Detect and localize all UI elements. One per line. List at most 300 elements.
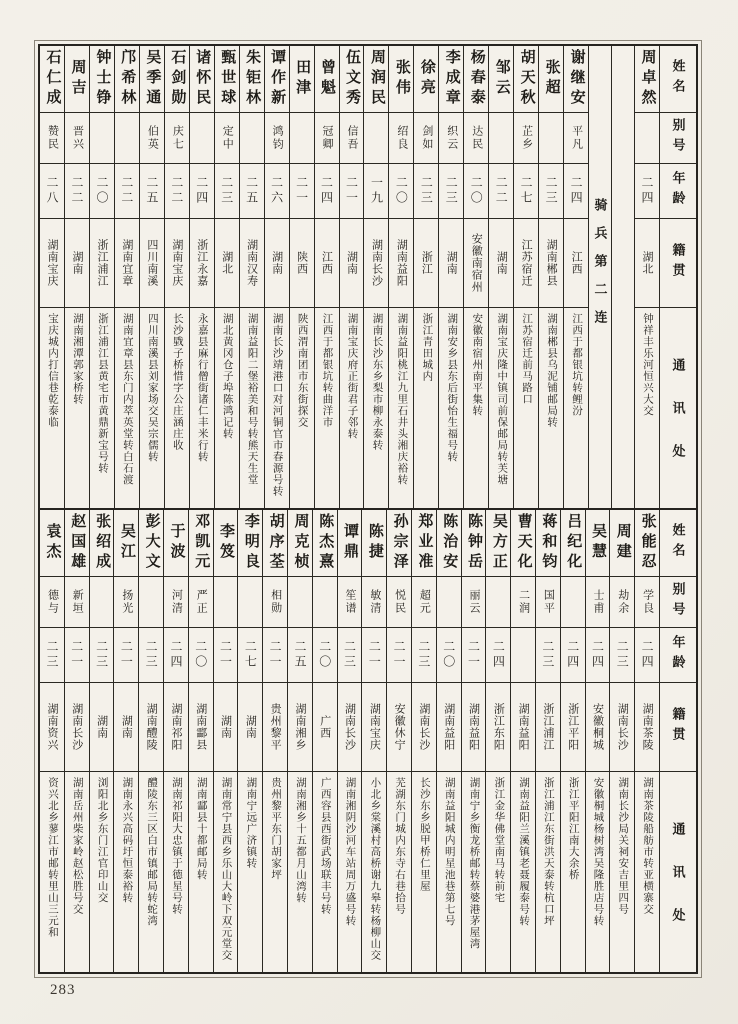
- person-native: [115, 219, 139, 308]
- person-column: [436, 510, 461, 972]
- person-age-text: 二六: [269, 176, 284, 206]
- person-native-text: 湖南: [270, 251, 283, 275]
- person-native-text: 安徽休宁: [393, 703, 406, 751]
- person-age: [564, 164, 588, 219]
- header-native: [660, 219, 696, 308]
- person-address: [412, 772, 436, 972]
- person-native: [290, 219, 314, 308]
- person-address-text: 陕西渭南团市东街探交: [296, 313, 308, 428]
- person-alias-text: 信吾: [345, 125, 358, 151]
- person-age-text: 二三: [419, 176, 434, 206]
- person-column: [64, 46, 89, 508]
- person-age-text: 一九: [369, 176, 384, 206]
- person-address-text: 湖南益阳二堡裕美和号转熊天生堂: [246, 313, 258, 486]
- person-alias-text: 学良: [641, 589, 654, 615]
- person-age: [114, 628, 138, 683]
- person-column: [114, 46, 139, 508]
- person-name: [313, 510, 337, 577]
- person-column: [40, 46, 64, 508]
- person-age: [215, 164, 239, 219]
- person-native-text: 湖南益阳: [467, 703, 480, 751]
- person-alias: [364, 113, 388, 164]
- person-native-text: 陕西: [295, 251, 308, 275]
- person-age-text: 二三: [144, 640, 159, 670]
- header-name-label: 姓名: [670, 523, 686, 563]
- person-native: [238, 683, 262, 772]
- person-name-text: 曾魁: [319, 59, 336, 99]
- person-native: [65, 683, 89, 772]
- header-native-label: 籍贯: [670, 707, 686, 747]
- person-alias-text: 织云: [445, 125, 458, 151]
- person-age-text: 二四: [565, 640, 580, 670]
- person-alias: [40, 577, 64, 628]
- person-address-text: 湖南宝庆隆中镇司前保邮局转芙塘: [496, 313, 508, 486]
- person-alias: [313, 577, 337, 628]
- person-column: [535, 510, 560, 972]
- person-age: [462, 628, 486, 683]
- person-alias-text: 伯英: [146, 125, 159, 151]
- person-age: [263, 628, 287, 683]
- person-column: [609, 510, 634, 972]
- person-native-text: 浙江平阳: [566, 703, 579, 751]
- person-age-text: 二三: [94, 640, 109, 670]
- person-address: [439, 308, 463, 508]
- person-native: [462, 683, 486, 772]
- person-name-text: 张绍成: [94, 513, 111, 573]
- person-address-text: 安徽南宿州南平集转: [471, 313, 483, 417]
- person-alias-text: 劫余: [616, 589, 629, 615]
- person-native-text: 湖南湘乡: [293, 703, 306, 751]
- person-address-text: 长沙戥子桥惜字公庄涵庄收: [171, 313, 183, 451]
- person-name: [362, 510, 386, 577]
- person-alias: [514, 113, 538, 164]
- person-native-text: 浙江东阳: [492, 703, 505, 751]
- person-address: [340, 308, 364, 508]
- person-name-text: 邓凯元: [193, 513, 210, 573]
- person-native-text: 湖南酃县: [194, 703, 207, 751]
- person-native: [263, 683, 287, 772]
- page-number: 283: [50, 982, 76, 998]
- person-name-text: 周吉: [69, 59, 86, 99]
- person-address: [635, 308, 659, 508]
- person-native: [140, 219, 164, 308]
- person-address: [165, 308, 189, 508]
- person-alias: [486, 577, 510, 628]
- person-native-text: 广西: [318, 715, 331, 739]
- person-name: [238, 510, 262, 577]
- person-name-text: 周建: [614, 523, 631, 563]
- person-alias: [265, 113, 289, 164]
- person-native-text: 湖北: [641, 251, 654, 275]
- person-address: [114, 772, 138, 972]
- header-alias-label: 别号: [670, 118, 686, 158]
- person-age-text: 二四: [569, 176, 584, 206]
- person-address: [464, 308, 488, 508]
- person-address: [387, 772, 411, 972]
- person-address: [511, 772, 535, 972]
- person-native: [635, 219, 659, 308]
- person-column: [64, 510, 89, 972]
- person-name: [140, 46, 164, 113]
- person-name-text: 李明良: [242, 513, 259, 573]
- person-address: [489, 308, 513, 508]
- person-name-text: 田津: [294, 59, 311, 99]
- person-alias: [561, 577, 585, 628]
- person-address-text: 浙江平阳江南大余桥: [567, 777, 579, 881]
- person-native: [561, 683, 585, 772]
- person-name-text: 石仁成: [44, 49, 61, 109]
- person-age-text: 二二: [70, 176, 84, 206]
- person-name: [387, 510, 411, 577]
- person-address: [288, 772, 312, 972]
- person-native: [90, 219, 114, 308]
- person-alias: [539, 113, 563, 164]
- person-address-text: 湖南岳州柴家岭赵松胜号交: [71, 777, 83, 915]
- person-age-text: 二三: [44, 640, 59, 670]
- person-alias-text: 新垣: [71, 589, 84, 615]
- person-column: [164, 46, 189, 508]
- person-age: [412, 628, 436, 683]
- person-native: [189, 683, 213, 772]
- person-age-text: 二三: [540, 640, 555, 670]
- person-age: [165, 164, 189, 219]
- person-native-text: 湖南益阳: [517, 703, 530, 751]
- person-address: [539, 308, 563, 508]
- person-age: [189, 628, 213, 683]
- person-address: [514, 308, 538, 508]
- person-alias-text: 庆七: [171, 125, 184, 151]
- person-address-text: 广西容县西街武场联丰号转: [319, 777, 331, 915]
- person-name: [564, 46, 588, 113]
- person-native-text: 湖北: [220, 251, 233, 275]
- person-column: [139, 46, 164, 508]
- person-native: [165, 219, 189, 308]
- person-native-text: 浙江: [420, 251, 433, 275]
- person-column: [510, 510, 535, 972]
- person-name-text: 李成章: [443, 49, 460, 109]
- person-age: [340, 164, 364, 219]
- person-native-text: 四川南溪: [145, 239, 158, 287]
- person-native: [514, 219, 538, 308]
- person-address-text: 湖南宁远广济镇转: [245, 777, 257, 869]
- person-address: [215, 308, 239, 508]
- person-native-text: 湖南益阳: [442, 703, 455, 751]
- person-column: [189, 46, 214, 508]
- person-alias: [288, 577, 312, 628]
- person-address: [40, 772, 64, 972]
- person-address-text: 资兴北乡蓼江市邮转里山三元和: [46, 777, 58, 938]
- person-native: [635, 683, 659, 772]
- person-name-text: 陈钟岳: [466, 513, 483, 573]
- person-column: [488, 46, 513, 508]
- person-name: [414, 46, 438, 113]
- person-column: [513, 46, 538, 508]
- person-age: [115, 164, 139, 219]
- person-name-text: 曹天化: [515, 513, 532, 573]
- person-age: [561, 628, 585, 683]
- person-address: [414, 308, 438, 508]
- person-name: [539, 46, 563, 113]
- person-age-text: 二一: [392, 640, 407, 670]
- person-alias-text: 扬光: [120, 589, 133, 615]
- person-native: [338, 683, 362, 772]
- person-address-text: 湖北黄冈仓子埠陈鸿记转: [221, 313, 233, 440]
- company-label-column: [588, 46, 611, 508]
- person-name: [464, 46, 488, 113]
- person-address-text: 长沙东乡脱甲桥仁里屋: [418, 777, 430, 892]
- header-column: [659, 510, 696, 972]
- person-age-text: 二〇: [317, 640, 332, 670]
- person-native-text: 湖南宝庆: [170, 239, 183, 287]
- person-column: [337, 510, 362, 972]
- person-age: [164, 628, 188, 683]
- person-age: [238, 628, 262, 683]
- person-address-text: 湖南宁乡衡龙桥邮转蔡婆港茅屋湾: [468, 777, 480, 950]
- person-alias: [462, 577, 486, 628]
- person-address: [164, 772, 188, 972]
- person-address: [214, 772, 238, 972]
- person-name: [437, 510, 461, 577]
- person-name: [114, 510, 138, 577]
- person-address: [315, 308, 339, 508]
- person-age-text: 二三: [615, 640, 630, 670]
- person-column: [239, 46, 264, 508]
- person-native-text: 湖南: [345, 251, 358, 275]
- person-column: [388, 46, 413, 508]
- person-name-text: 吴慧: [590, 523, 606, 563]
- person-native: [412, 683, 436, 772]
- person-age: [288, 628, 312, 683]
- person-age-text: 二三: [219, 176, 234, 206]
- person-address-text: 湖南宝庆府正街君子邻转: [346, 313, 358, 440]
- person-address-text: 安徽桐城杨树湾吴隆胜店号转: [592, 777, 604, 927]
- person-name: [340, 46, 364, 113]
- person-native-text: 湖南: [495, 251, 508, 275]
- person-age: [40, 628, 64, 683]
- person-alias: [65, 113, 89, 164]
- person-age: [389, 164, 413, 219]
- person-alias: [238, 577, 262, 628]
- person-name: [635, 46, 659, 113]
- person-name-text: 吴季通: [144, 49, 161, 109]
- person-native-text: 湖南长沙: [343, 703, 356, 751]
- company-label: 骑兵第二连: [592, 198, 608, 338]
- person-alias: [214, 577, 238, 628]
- person-address-text: 湖南常宁县西乡乐山大岭下双元堂交: [220, 777, 232, 961]
- person-address: [486, 772, 510, 972]
- person-address-text: 江西于都银坑转鲤汾: [571, 313, 583, 417]
- person-address-text: 贵州黎平东门胡家坪: [270, 777, 282, 881]
- person-age: [362, 628, 386, 683]
- person-native-text: 湖南宝庆: [46, 239, 59, 287]
- person-native: [190, 219, 214, 308]
- person-alias: [240, 113, 264, 164]
- person-address: [65, 308, 89, 508]
- person-column: [585, 510, 610, 972]
- person-age-text: 二一: [466, 640, 481, 670]
- person-name-text: 张超: [543, 59, 560, 99]
- person-name-text: 张伟: [393, 59, 410, 99]
- header-age-label: 年龄: [670, 171, 686, 211]
- person-age-text: 二四: [640, 640, 655, 670]
- person-native-text: 湖南郴县: [545, 239, 558, 287]
- person-address: [586, 772, 610, 972]
- person-age: [610, 628, 634, 683]
- person-column: [634, 510, 659, 972]
- person-column: [463, 46, 488, 508]
- person-address: [140, 308, 164, 508]
- person-address: [610, 772, 634, 972]
- person-name: [439, 46, 463, 113]
- person-column: [314, 46, 339, 508]
- person-column: [339, 46, 364, 508]
- person-alias: [140, 113, 164, 164]
- spacer-column: [611, 46, 634, 508]
- person-native: [114, 683, 138, 772]
- person-alias-text: 芷乡: [520, 125, 533, 151]
- person-name-text: 朱钜林: [244, 49, 261, 109]
- person-name: [65, 46, 89, 113]
- person-name: [288, 510, 312, 577]
- person-alias-text: 赞民: [46, 125, 59, 151]
- person-native-text: 湖南长沙: [616, 703, 629, 751]
- person-name: [635, 510, 659, 577]
- person-alias-text: 绍良: [395, 125, 408, 151]
- person-age: [40, 164, 64, 219]
- header-native: [660, 683, 696, 772]
- person-address-text: 江西于都银坑转曲洋市: [321, 313, 333, 428]
- person-name-text: 吴江: [118, 523, 135, 563]
- person-column: [138, 510, 163, 972]
- person-age: [586, 628, 610, 683]
- person-column: [237, 510, 262, 972]
- person-name-text: 陈捷: [366, 523, 383, 563]
- person-native-text: 浙江永嘉: [195, 239, 208, 287]
- person-name-text: 张能忍: [639, 513, 656, 573]
- person-alias: [511, 577, 535, 628]
- person-alias: [263, 577, 287, 628]
- person-name-text: 周克桢: [292, 513, 309, 573]
- person-column: [40, 510, 64, 972]
- person-native: [486, 683, 510, 772]
- person-name-text: 陈治安: [441, 513, 458, 573]
- person-alias-text: 悦民: [393, 589, 406, 615]
- person-address: [564, 308, 588, 508]
- person-age-text: 二七: [519, 176, 534, 206]
- person-age: [635, 628, 659, 683]
- person-address-text: 湖南益阳桃江九里石井头湘庆裕转: [396, 313, 408, 486]
- person-age-text: 二〇: [469, 176, 484, 206]
- person-age: [190, 164, 214, 219]
- person-column: [538, 46, 563, 508]
- person-alias: [65, 577, 89, 628]
- person-alias: [635, 113, 659, 164]
- person-alias: [340, 113, 364, 164]
- person-address: [238, 772, 262, 972]
- person-address: [189, 772, 213, 972]
- person-native-text: 湖南: [445, 251, 458, 275]
- person-native-text: 湖南: [71, 251, 83, 275]
- person-native-text: 湖南: [219, 715, 232, 739]
- person-native: [40, 683, 64, 772]
- person-address: [65, 772, 89, 972]
- person-native: [511, 683, 535, 772]
- person-name: [364, 46, 388, 113]
- person-native: [313, 683, 337, 772]
- person-name-text: 蒋和钧: [540, 513, 557, 573]
- person-name: [40, 46, 64, 113]
- roster-table-bottom: [40, 510, 696, 972]
- person-address-text: 湖南湘乡十五都月山湾转: [294, 777, 306, 904]
- person-alias: [164, 577, 188, 628]
- person-alias: [464, 113, 488, 164]
- person-age: [514, 164, 538, 219]
- person-name-text: 胡天秋: [518, 49, 535, 109]
- person-address-text: 湖南郴县乌泥铺邮局转: [546, 313, 558, 428]
- header-age-label: 年龄: [670, 635, 686, 675]
- person-native: [265, 219, 289, 308]
- person-alias: [489, 113, 513, 164]
- person-alias: [315, 113, 339, 164]
- person-native-text: 湖南: [120, 715, 133, 739]
- person-column: [363, 46, 388, 508]
- person-column: [262, 510, 287, 972]
- person-native: [240, 219, 264, 308]
- person-alias-text: 鸿钧: [271, 125, 284, 151]
- person-alias: [139, 577, 163, 628]
- person-age-text: 二一: [367, 640, 382, 670]
- person-address-text: 湖南长沙靖港口对河铜官市春源号转: [271, 313, 283, 497]
- person-age-text: 二二: [169, 176, 184, 206]
- person-native: [65, 219, 89, 308]
- person-native-text: 浙江浦江: [95, 239, 108, 287]
- person-age: [65, 628, 89, 683]
- person-address: [190, 308, 214, 508]
- person-name-text: 杨春泰: [468, 49, 485, 109]
- person-native: [464, 219, 488, 308]
- person-native: [437, 683, 461, 772]
- person-native-text: 贵州黎平: [269, 703, 282, 751]
- person-column: [438, 46, 463, 508]
- person-name: [115, 46, 139, 113]
- person-age-text: 二四: [491, 640, 506, 670]
- person-age: [489, 164, 513, 219]
- person-age: [140, 164, 164, 219]
- person-alias: [189, 577, 213, 628]
- person-alias: [389, 113, 413, 164]
- person-alias: [439, 113, 463, 164]
- person-address-text: 宝庆城内打信巷乾泰临: [47, 313, 59, 428]
- person-address-text: 浙江金华佛堂南马转前宅: [493, 777, 505, 904]
- person-name: [489, 46, 513, 113]
- person-name: [389, 46, 413, 113]
- person-alias: [215, 113, 239, 164]
- person-native-text: 湖南长沙: [70, 703, 83, 751]
- person-name-text: 孙宗泽: [391, 513, 408, 573]
- person-age: [313, 628, 337, 683]
- person-name-text: 周卓然: [639, 49, 656, 109]
- person-column: [89, 46, 114, 508]
- person-column: [312, 510, 337, 972]
- person-age-text: 二五: [292, 640, 307, 670]
- person-name: [610, 510, 634, 577]
- person-native: [389, 219, 413, 308]
- person-name-text: 郑业准: [416, 513, 433, 573]
- person-age: [139, 628, 163, 683]
- header-native-label: 籍贯: [670, 243, 686, 283]
- person-age-text: 二一: [294, 176, 309, 206]
- person-name: [90, 46, 114, 113]
